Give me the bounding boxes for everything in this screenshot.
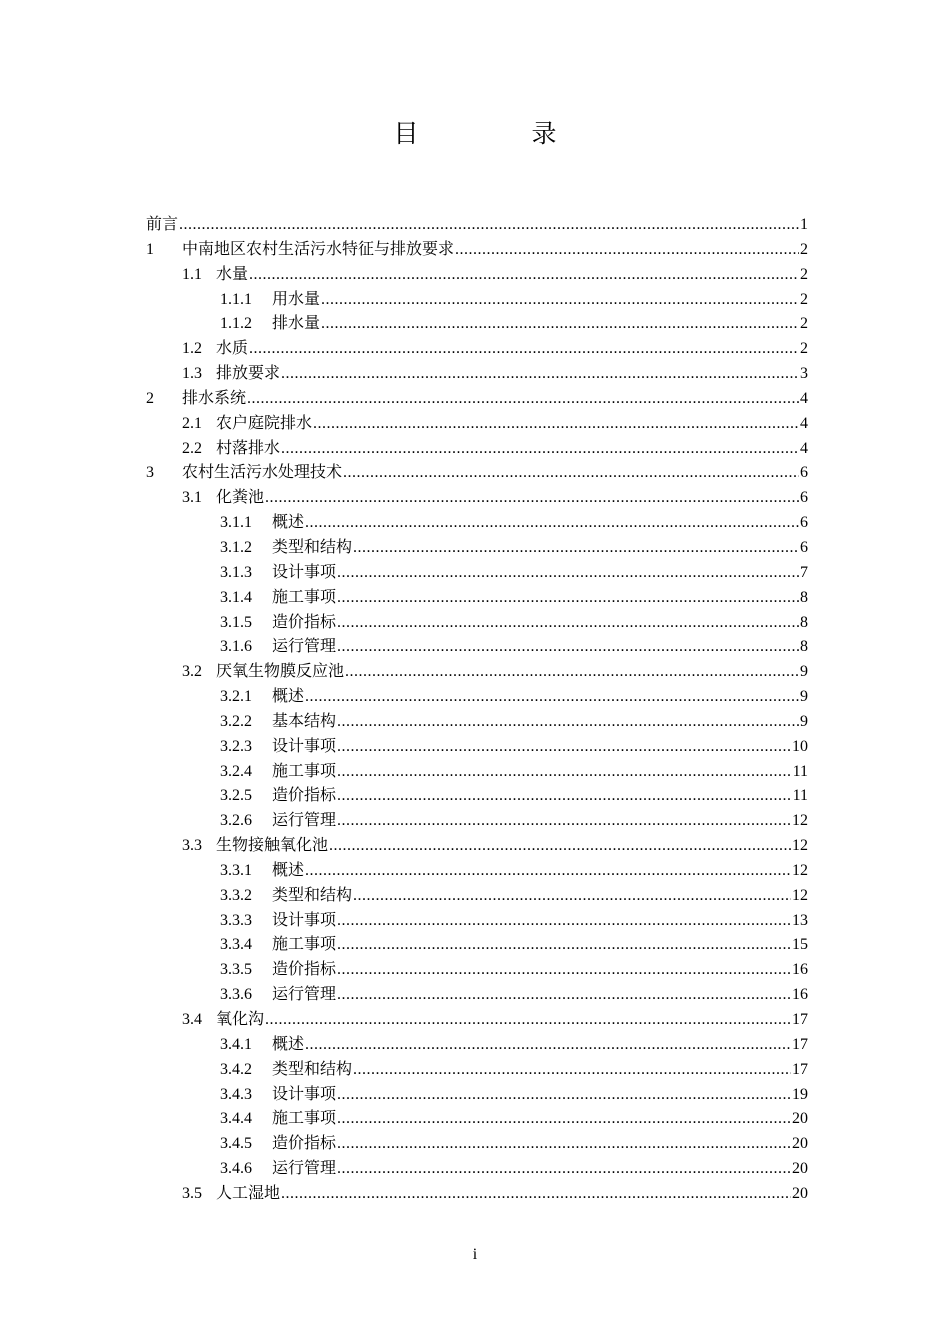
page-number: i <box>472 1246 478 1263</box>
toc-entry[interactable] <box>146 1057 808 1082</box>
toc-entry-number: 3.2.6 <box>220 812 252 830</box>
toc-entry-title: 农村生活污水处理技术 <box>182 462 343 482</box>
toc-entry-title: 水质 <box>216 338 249 358</box>
toc-entry-page-number: 20 <box>792 1160 808 1178</box>
toc-entry-title: 运行管理 <box>272 810 337 830</box>
toc-entry[interactable] <box>146 1156 808 1181</box>
toc-entry-title: 化粪池 <box>216 487 265 507</box>
toc-entry-number: 3.4 <box>182 1011 202 1028</box>
toc-entry-title: 农户庭院排水 <box>216 412 313 432</box>
toc-entry-number: 1.3 <box>182 365 202 383</box>
toc-entry-title: 概述 <box>272 512 305 532</box>
toc-dot-leader <box>337 710 799 735</box>
toc-entry-number: 3.2.4 <box>220 762 252 780</box>
toc-entry-number: 3.1 <box>182 489 202 507</box>
toc-entry-number: 2.1 <box>182 414 202 432</box>
toc-entry[interactable] <box>146 336 808 361</box>
toc-entry-page-number: 12 <box>792 837 808 855</box>
toc-entry-title: 设计事项 <box>272 1083 337 1103</box>
toc-entry-number: 3.4.5 <box>220 1135 252 1153</box>
toc-entry[interactable] <box>146 908 808 933</box>
toc-entry-page-number: 10 <box>792 737 808 755</box>
toc-entry[interactable] <box>146 883 808 908</box>
toc-entry-number: 3.3 <box>182 837 202 855</box>
toc-entry-page-number: 17 <box>792 1011 808 1028</box>
toc-entry[interactable] <box>146 684 808 709</box>
toc-entry-title: 类型和结构 <box>272 1058 353 1078</box>
toc-entry-title: 类型和结构 <box>272 884 353 904</box>
toc-entry[interactable] <box>146 1106 808 1131</box>
toc-entry-number: 1.1.1 <box>220 290 252 308</box>
toc-entry[interactable] <box>146 759 808 784</box>
toc-entry-page-number: 7 <box>800 563 808 581</box>
toc-entry-page-number: 2 <box>800 340 808 358</box>
toc-dot-leader <box>249 337 799 362</box>
toc-entry[interactable] <box>146 436 808 461</box>
toc-entry-page-number: 6 <box>800 489 808 507</box>
toc-entry-number: 3.4.6 <box>220 1160 252 1178</box>
toc-entry-page-number: 13 <box>792 911 808 929</box>
toc-dot-leader <box>249 263 799 288</box>
toc-entry-page-number: 16 <box>792 986 808 1004</box>
toc-entry-title: 水量 <box>216 263 249 283</box>
toc-dot-leader <box>305 511 799 536</box>
toc-entry[interactable] <box>146 212 808 237</box>
toc-entry-page-number: 4 <box>800 439 808 457</box>
toc-dot-leader <box>343 461 799 486</box>
toc-entry-page-number: 4 <box>800 414 808 432</box>
toc-entry-title: 造价指标 <box>272 1133 337 1153</box>
toc-entry-title: 施工事项 <box>272 934 337 954</box>
toc-entry-title: 造价指标 <box>272 611 337 631</box>
toc-entry-page-number: 3 <box>800 365 808 383</box>
toc-entry-page-number: 1 <box>800 216 808 233</box>
toc-dot-leader <box>337 586 799 611</box>
toc-entry-number: 3.5 <box>182 1184 202 1202</box>
toc-dot-leader <box>337 635 799 660</box>
toc-entry[interactable] <box>146 1007 808 1032</box>
toc-entry-number: 1.1.2 <box>220 315 252 333</box>
toc-entry[interactable] <box>146 585 808 610</box>
toc-entry-title: 类型和结构 <box>272 536 353 556</box>
toc-entry-page-number: 20 <box>792 1110 808 1128</box>
toc-entry-page-number: 11 <box>792 787 808 805</box>
toc-entry-title: 施工事项 <box>272 1108 337 1128</box>
toc-dot-leader <box>337 983 791 1008</box>
toc-entry-number: 3.3.4 <box>220 936 252 954</box>
toc-entry-page-number: 11 <box>792 762 808 780</box>
toc-dot-leader <box>345 660 799 685</box>
toc-entry[interactable] <box>146 659 808 684</box>
toc-entry-number: 3.2.5 <box>220 787 252 805</box>
toc-entry-title: 概述 <box>272 1033 305 1053</box>
toc-entry-number: 3.3.5 <box>220 961 252 979</box>
toc-entry[interactable] <box>146 932 808 957</box>
toc-entry[interactable] <box>146 709 808 734</box>
table-of-contents <box>146 212 808 1206</box>
toc-dot-leader <box>321 288 799 313</box>
toc-dot-leader <box>337 760 792 785</box>
toc-entry-number: 3.2.2 <box>220 712 252 730</box>
toc-entry[interactable] <box>146 634 808 659</box>
toc-entry[interactable] <box>146 1181 808 1206</box>
toc-entry-title: 村落排水 <box>216 437 281 457</box>
toc-entry[interactable] <box>146 1131 808 1156</box>
toc-entry-number: 3.2.1 <box>220 688 252 706</box>
toc-entry[interactable] <box>146 610 808 635</box>
toc-entry[interactable] <box>146 1032 808 1057</box>
toc-entry-page-number: 6 <box>800 464 808 482</box>
toc-entry-title: 排水量 <box>272 313 321 333</box>
toc-entry-title: 设计事项 <box>272 735 337 755</box>
toc-entry-number: 1 <box>146 240 154 258</box>
toc-entry-number: 1.1 <box>182 265 202 283</box>
toc-entry[interactable] <box>146 535 808 560</box>
toc-dot-leader <box>313 412 799 437</box>
toc-dot-leader <box>337 611 799 636</box>
toc-entry-number: 3.2 <box>182 663 202 681</box>
toc-entry-number: 3.3.3 <box>220 911 252 929</box>
toc-entry-title: 人工湿地 <box>216 1182 281 1202</box>
toc-entry-page-number: 4 <box>800 389 808 407</box>
toc-entry-page-number: 20 <box>792 1135 808 1153</box>
toc-entry[interactable] <box>146 783 808 808</box>
toc-entry-page-number: 16 <box>792 961 808 979</box>
toc-entry[interactable] <box>146 957 808 982</box>
toc-dot-leader <box>337 1107 791 1132</box>
toc-entry-page-number: 8 <box>800 613 808 631</box>
toc-dot-leader <box>281 362 799 387</box>
toc-entry[interactable] <box>146 808 808 833</box>
toc-dot-leader <box>305 1033 791 1058</box>
page-title: 目 录 <box>393 119 601 148</box>
toc-entry[interactable] <box>146 982 808 1007</box>
toc-entry-page-number: 19 <box>792 1085 808 1103</box>
toc-entry-page-number: 9 <box>800 712 808 730</box>
toc-dot-leader <box>305 859 791 884</box>
toc-dot-leader <box>179 213 799 238</box>
toc-entry[interactable] <box>146 833 808 858</box>
toc-dot-leader <box>455 238 799 263</box>
toc-entry-page-number: 17 <box>792 1060 808 1078</box>
toc-entry-page-number: 2 <box>800 315 808 333</box>
toc-entry-page-number: 12 <box>792 812 808 830</box>
toc-dot-leader <box>337 784 792 809</box>
toc-entry-number: 2.2 <box>182 439 202 457</box>
toc-entry[interactable] <box>146 386 808 411</box>
toc-entry-page-number: 15 <box>792 936 808 954</box>
toc-entry-page-number: 2 <box>800 265 808 283</box>
toc-entry-title: 排放要求 <box>216 363 281 383</box>
toc-entry-number: 3.4.4 <box>220 1110 252 1128</box>
toc-entry-title: 基本结构 <box>272 710 337 730</box>
toc-entry-title: 用水量 <box>272 288 321 308</box>
toc-entry-title: 造价指标 <box>272 959 337 979</box>
toc-dot-leader <box>353 884 791 909</box>
toc-entry-number: 2 <box>146 389 154 407</box>
toc-entry[interactable] <box>146 262 808 287</box>
toc-dot-leader <box>353 536 799 561</box>
toc-dot-leader <box>337 809 791 834</box>
toc-entry-number: 3.1.6 <box>220 638 252 656</box>
toc-entry-number: 3.1.3 <box>220 563 252 581</box>
toc-entry-number: 3.1.5 <box>220 613 252 631</box>
toc-dot-leader <box>337 933 791 958</box>
toc-entry-number: 3.3.6 <box>220 986 252 1004</box>
toc-entry[interactable] <box>146 734 808 759</box>
toc-entry-page-number: 2 <box>800 240 808 258</box>
toc-entry-page-number: 8 <box>800 638 808 656</box>
toc-entry-title: 施工事项 <box>272 586 337 606</box>
toc-entry-page-number: 20 <box>792 1184 808 1202</box>
toc-dot-leader <box>337 735 791 760</box>
toc-entry-page-number: 8 <box>800 588 808 606</box>
toc-entry-page-number: 6 <box>800 514 808 532</box>
toc-entry-number: 3.4.1 <box>220 1035 252 1053</box>
toc-dot-leader <box>265 486 799 511</box>
toc-entry-number: 3 <box>146 464 154 482</box>
toc-dot-leader <box>337 909 791 934</box>
toc-entry-page-number: 12 <box>792 886 808 904</box>
toc-entry-title: 排水系统 <box>182 387 247 407</box>
toc-entry-number: 3.4.2 <box>220 1060 252 1078</box>
toc-entry[interactable] <box>146 361 808 386</box>
toc-entry-title: 生物接触氧化池 <box>216 835 329 855</box>
toc-entry-page-number: 2 <box>800 290 808 308</box>
toc-dot-leader <box>321 312 799 337</box>
toc-entry[interactable] <box>146 510 808 535</box>
toc-dot-leader <box>337 561 799 586</box>
toc-entry[interactable] <box>146 1082 808 1107</box>
toc-entry-page-number: 9 <box>800 663 808 681</box>
toc-entry-number: 3.3.1 <box>220 861 252 879</box>
toc-entry-title: 概述 <box>272 859 305 879</box>
toc-dot-leader <box>353 1058 791 1083</box>
toc-entry[interactable] <box>146 485 808 510</box>
toc-dot-leader <box>329 834 791 859</box>
toc-entry-title: 运行管理 <box>272 636 337 656</box>
toc-entry[interactable] <box>146 858 808 883</box>
toc-entry-number: 1.2 <box>182 340 202 358</box>
toc-dot-leader <box>281 437 799 462</box>
toc-entry-number: 3.1.4 <box>220 588 252 606</box>
toc-dot-leader <box>265 1008 791 1033</box>
toc-entry-page-number: 17 <box>792 1035 808 1053</box>
toc-dot-leader <box>337 1157 791 1182</box>
toc-entry-title: 运行管理 <box>272 984 337 1004</box>
toc-entry-title: 设计事项 <box>272 909 337 929</box>
toc-dot-leader <box>337 958 791 983</box>
toc-dot-leader <box>305 685 799 710</box>
toc-entry-title: 氧化沟 <box>216 1009 265 1028</box>
toc-entry-title: 厌氧生物膜反应池 <box>216 661 345 681</box>
toc-entry-title: 中南地区农村生活污水特征与排放要求 <box>182 238 455 258</box>
toc-entry[interactable] <box>146 311 808 336</box>
toc-dot-leader <box>337 1083 791 1108</box>
toc-entry-title: 概述 <box>272 686 305 706</box>
toc-entry[interactable] <box>146 287 808 312</box>
toc-entry-title: 运行管理 <box>272 1158 337 1178</box>
toc-entry-number: 3.1.1 <box>220 514 252 532</box>
toc-entry-number: 3.1.2 <box>220 538 252 556</box>
toc-entry-title: 造价指标 <box>272 785 337 805</box>
toc-entry[interactable] <box>146 411 808 436</box>
toc-entry-title: 施工事项 <box>272 760 337 780</box>
toc-entry-title: 前言 <box>146 214 179 233</box>
toc-dot-leader <box>281 1182 791 1207</box>
toc-entry[interactable] <box>146 237 808 262</box>
toc-entry-page-number: 6 <box>800 538 808 556</box>
toc-entry-page-number: 9 <box>800 688 808 706</box>
toc-entry[interactable] <box>146 460 808 485</box>
toc-dot-leader <box>247 387 799 412</box>
toc-entry-title: 设计事项 <box>272 561 337 581</box>
toc-entry-number: 3.3.2 <box>220 886 252 904</box>
toc-entry[interactable] <box>146 560 808 585</box>
toc-entry-number: 3.4.3 <box>220 1085 252 1103</box>
toc-entry-page-number: 12 <box>792 861 808 879</box>
toc-entry-number: 3.2.3 <box>220 737 252 755</box>
toc-dot-leader <box>337 1132 791 1157</box>
